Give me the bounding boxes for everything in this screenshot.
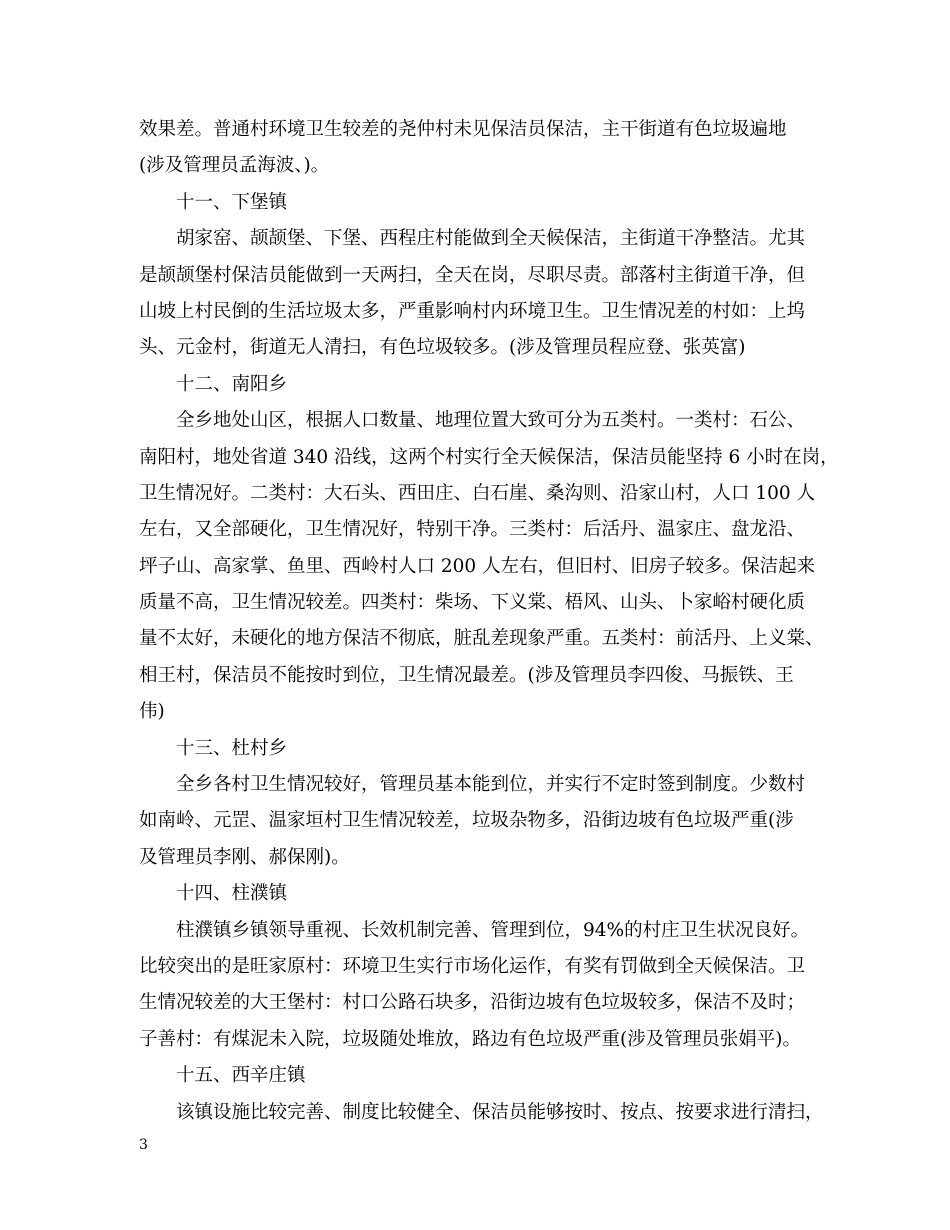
text-line: 相王村，保洁员不能按时到位，卫生情况最差。(涉及管理员李四俊、马振铁、王 <box>139 664 794 686</box>
text-line: 效果差。普通村环境卫生较差的尧仲村未见保洁员保洁，主干街道有色垃圾遍地 <box>139 119 787 140</box>
text-line: 坪子山、高家掌、鱼里、西岭村人口 200 人左右，但旧村、旧房子较多。保洁起来 <box>139 555 816 577</box>
document-body <box>139 112 839 1131</box>
text-line: 是颉颉堡村保洁员能做到一天两扫，全天在岗，尽职尽责。部落村主街道干净，但 <box>139 264 806 286</box>
text-line: 量不太好，未硬化的地方保洁不彻底，脏乱差现象严重。五类村：前活丹、上义棠、 <box>139 628 824 650</box>
text-line: 如南岭、元罡、温家垣村卫生情况较差，垃圾杂物多，沿街边坡有色垃圾严重(涉 <box>139 810 794 832</box>
text-line: 该镇设施比较完善、制度比较健全、保洁员能够按时、按点、按要求进行清扫， <box>176 1101 824 1123</box>
text-line: 全乡地处山区，根据人口数量、地理位置大致可分为五类村。一类村：石公、 <box>176 410 806 432</box>
text-line: 生情况较差的大王堡村：村口公路石块多，沿街边坡有色垃圾较多，保洁不及时； <box>139 992 806 1014</box>
text-line: 左右，又全部硬化，卫生情况好，特别干净。三类村：后活丹、温家庄、盘龙沿、 <box>139 519 806 541</box>
text-line: 山坡上村民倒的生活垃圾太多，严重影响村内环境卫生。卫生情况差的村如：上坞 <box>139 300 806 322</box>
text-line: 柱濮镇乡镇领导重视、长效机制完善、管理到位，94%的村庄卫生状况良好。 <box>176 919 810 941</box>
text-line: 质量不高，卫生情况较差。四类村：柴场、下义棠、梧风、山头、卜家峪村硬化质 <box>139 592 806 614</box>
text-line: (涉及管理员孟海波、)。 <box>139 155 330 177</box>
section-heading: 十二、南阳乡 <box>176 373 288 395</box>
text-line: 全乡各村卫生情况较好，管理员基本能到位，并实行不定时签到制度。少数村 <box>176 774 806 796</box>
text-line: 及管理员李刚、郝保刚)。 <box>139 846 350 868</box>
section-heading: 十四、柱濮镇 <box>176 883 288 905</box>
text-line: 胡家窑、颉颉堡、下堡、西程庄村能做到全天候保洁，主街道干净整洁。尤其 <box>176 228 806 250</box>
text-line: 伟) <box>139 701 165 723</box>
text-line: 卫生情况好。二类村：大石头、西田庄、白石崖、桑沟则、沿家山村，人口 100 人 <box>139 482 816 504</box>
text-line: 比较突出的是旺家原村：环境卫生实行市场化运作，有奖有罚做到全天候保洁。卫 <box>139 955 806 977</box>
text-line: 南阳村，地处省道 340 沿线，这两个村实行全天候保洁，保洁员能坚持 6 小时在岗， <box>139 446 839 468</box>
section-heading: 十一、下堡镇 <box>176 191 288 213</box>
text-line: 子善村：有煤泥未入院，垃圾随处堆放，路边有色垃圾严重(涉及管理员张娟平)。 <box>139 1028 801 1050</box>
page-number: 3 <box>139 1137 148 1153</box>
text-line: 头、元金村，街道无人清扫，有色垃圾较多。(涉及管理员程应登、张英富) <box>139 337 746 359</box>
section-heading: 十三、杜村乡 <box>176 737 288 759</box>
section-heading: 十五、西辛庄镇 <box>176 1065 306 1087</box>
